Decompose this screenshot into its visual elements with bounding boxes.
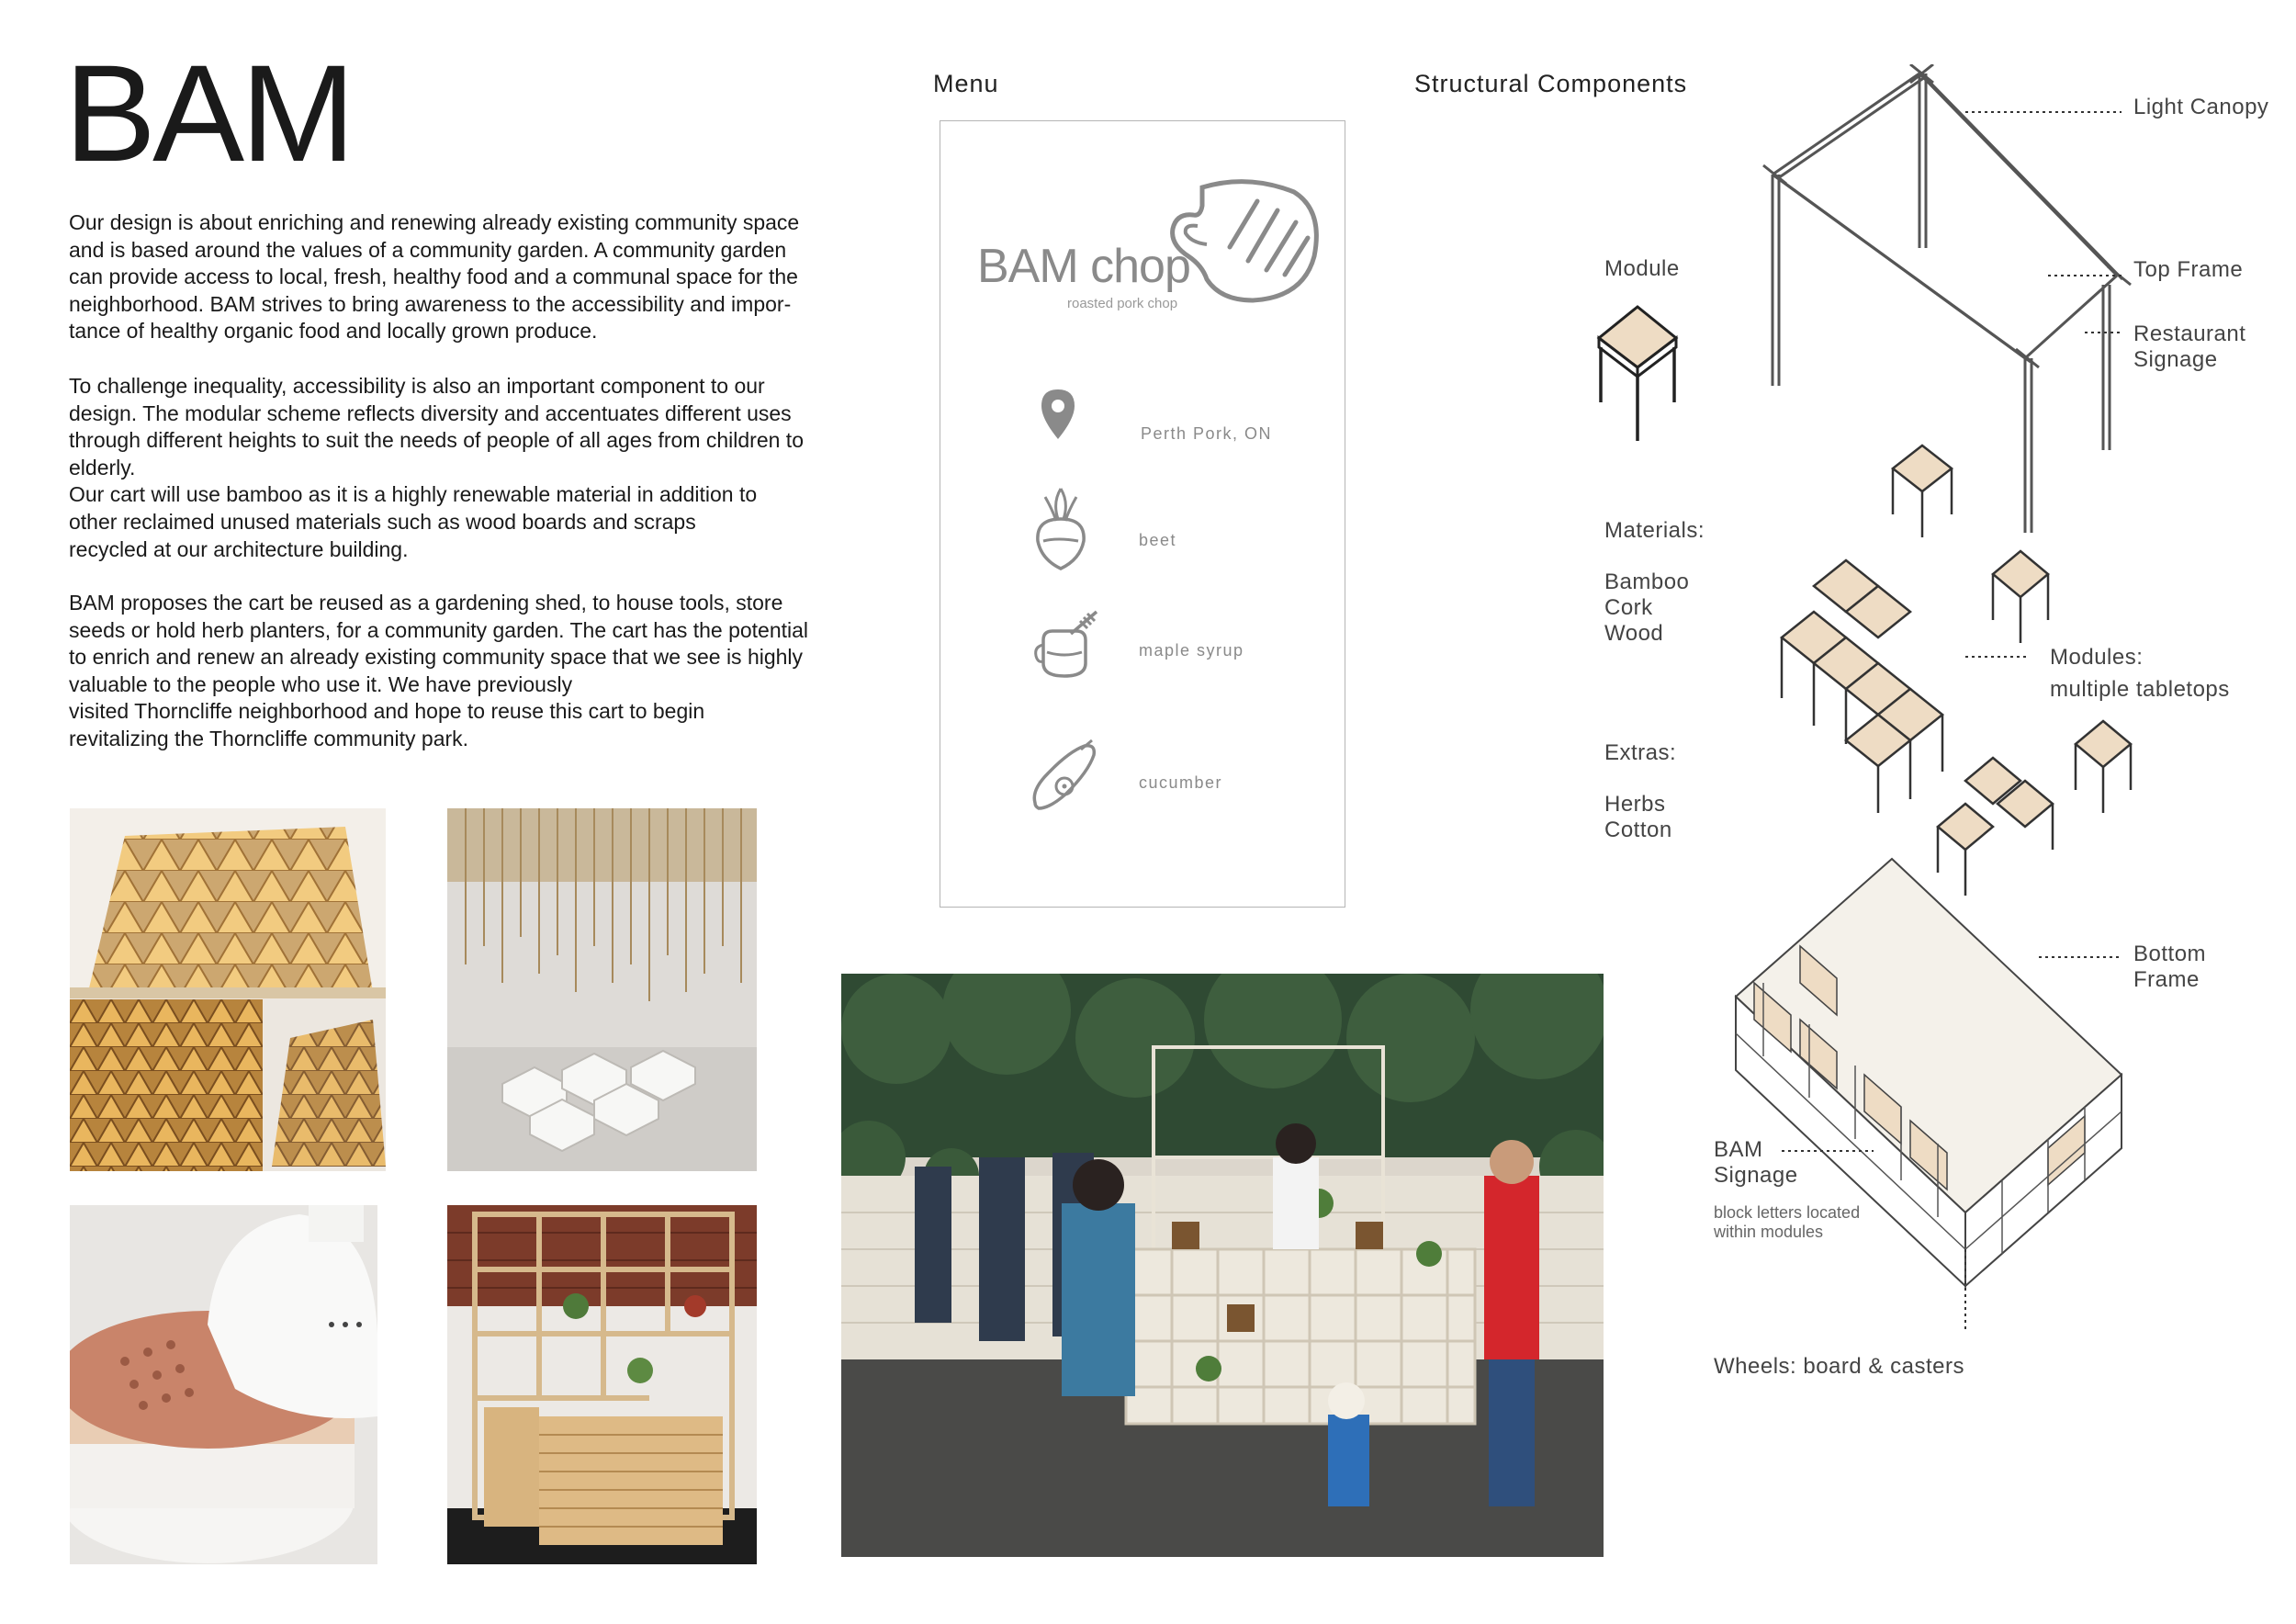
- menu-item-label: Perth Pork, ON: [1141, 424, 1273, 443]
- menu-brand-tagline: roasted pork chop: [1067, 296, 1178, 311]
- materials-label: Materials:: [1604, 518, 1705, 543]
- accessibility-paragraph: To challenge inequality, accessibility is also an important component to our design. The modular scheme reflects diversity and accentuates different uses through different heights to suit the needs of people of all ages from children to elderly. Our cart will use bamboo as it is a highly renewable material in addition to other reclaimed unused materials such as wood boards and scraps recycled at our architecture building.: [69, 374, 804, 561]
- intro-paragraph: Our design is about enriching and renewing already existing community space and is based around the values of a community garden. A community garden can provide access to local, fresh, healthy food and a communal space for the neighborhood. BAM strives to bring awareness to the accessibility and impor- tance of healthy organic food and locally grown produce.: [69, 210, 800, 344]
- maple-syrup-jar-icon: [1032, 608, 1104, 682]
- structural-components-heading: Structural Components: [1414, 70, 1688, 97]
- location-pin-icon: [1038, 388, 1078, 441]
- bamboo-interior-hexagon-seating-image: [447, 808, 757, 1171]
- reuse-paragraph: BAM proposes the cart be reused as a gardening shed, to house tools, store seeds or hold herb planters, for a community garden. The cart has the potential to enrich and renew an already existing community space that we see is highly valuable to the people who use it. We have previously visited Thorncliffe neighborhood and hope to reuse this cart to begin revitalizing the Thorncliffe community park.: [69, 591, 809, 750]
- top-frame-label: Top Frame: [2133, 257, 2244, 282]
- page-title: BAM: [64, 36, 353, 190]
- module-label: Module: [1604, 256, 1680, 281]
- materials-list: Bamboo Cork Wood: [1604, 570, 1690, 646]
- menu-item-label: beet: [1139, 531, 1177, 549]
- cart-scene-rendering-image: [841, 974, 1604, 1557]
- extras-label: Extras:: [1604, 740, 1677, 765]
- menu-item-label: cucumber: [1139, 773, 1223, 792]
- modules-label: Modules: multiple tabletops: [2050, 645, 2230, 702]
- menu-heading: Menu: [933, 70, 999, 97]
- bam-signage-label: BAM Signage: [1714, 1137, 1798, 1188]
- wooden-display-cart-image: [447, 1205, 757, 1564]
- menu-brand-name: BAM chop: [977, 240, 1190, 293]
- block-letters-note: block letters located within modules: [1714, 1203, 1861, 1241]
- restaurant-signage-label: Restaurant Signage: [2133, 321, 2246, 372]
- cucumber-icon: [1028, 739, 1101, 812]
- menu-card: [940, 120, 1345, 908]
- bottom-frame-label: Bottom Frame: [2133, 942, 2207, 992]
- beet-icon: [1032, 484, 1089, 571]
- light-canopy-label: Light Canopy: [2133, 95, 2269, 119]
- wheels-label: Wheels: board & casters: [1714, 1354, 1964, 1379]
- extras-list: Herbs Cotton: [1604, 792, 1672, 842]
- module-diagram-icon: [1595, 303, 1680, 445]
- bamboo-steamer-image: [70, 1205, 377, 1564]
- bamboo-structure-collage-image: [70, 808, 386, 1171]
- menu-item-label: maple syrup: [1139, 641, 1244, 660]
